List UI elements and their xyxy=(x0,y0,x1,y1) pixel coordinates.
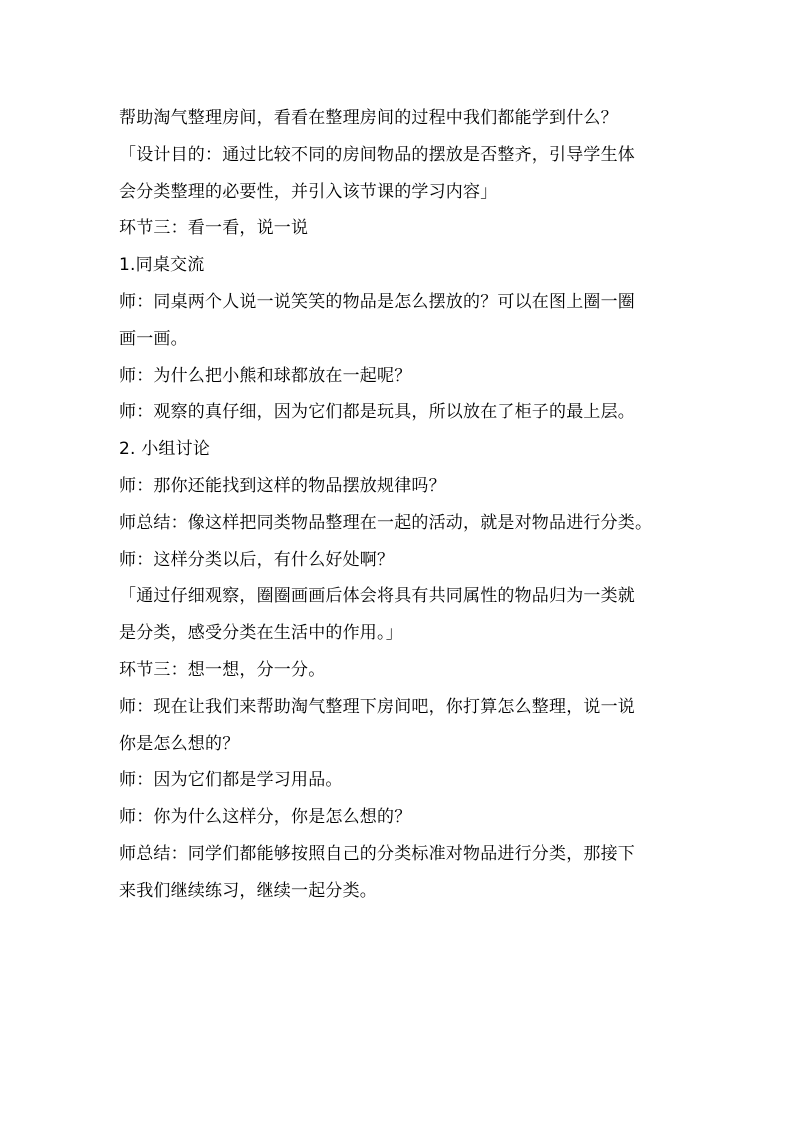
text-line: 是分类，感受分类在生活中的作用。」 xyxy=(119,623,403,644)
text-line: 画一画。 xyxy=(119,328,188,349)
text-line: 师：观察的真仔细，因为它们都是玩具，所以放在了柜子的最上层。 xyxy=(119,402,635,423)
text-line: 师：现在让我们来帮助淘气整理下房间吧，你打算怎么整理，说一说 xyxy=(119,696,635,717)
text-line: 师总结：同学们都能够按照自己的分类标准对物品进行分类，那接下 xyxy=(119,843,635,864)
subsection-heading: 1.同桌交流 xyxy=(119,255,205,276)
document-body xyxy=(119,100,694,910)
section-heading: 环节三：想一想，分一分。 xyxy=(119,659,326,680)
text-line: 会分类整理的必要性，并引入该节课的学习内容」 xyxy=(119,181,498,202)
text-line: 「设计目的：通过比较不同的房间物品的摆放是否整齐，引导学生体 xyxy=(119,144,635,165)
text-line: 来我们继续练习，继续一起分类。 xyxy=(119,880,377,901)
text-line: 「通过仔细观察，圈圈画画后体会将具有共同属性的物品归为一类就 xyxy=(119,586,635,607)
section-heading: 环节三：看一看，说一说 xyxy=(119,218,309,239)
text-line: 师：那你还能找到这样的物品摆放规律吗？ xyxy=(119,475,446,496)
text-line: 师总结：像这样把同类物品整理在一起的活动，就是对物品进行分类。 xyxy=(119,512,653,533)
text-line: 师：因为它们都是学习用品。 xyxy=(119,770,343,791)
text-line: 帮助淘气整理房间，看看在整理房间的过程中我们都能学到什么？ xyxy=(119,108,618,128)
subsection-heading: 2. 小组讨论 xyxy=(119,439,211,460)
text-line: 师：为什么把小熊和球都放在一起呢？ xyxy=(119,365,412,386)
text-line: 师：同桌两个人说一说笑笑的物品是怎么摆放的？可以在图上圈一圈 xyxy=(119,291,635,312)
text-line: 你是怎么想的？ xyxy=(119,733,240,754)
text-line: 师：你为什么这样分，你是怎么想的？ xyxy=(119,807,412,828)
text-line: 师：这样分类以后，有什么好处啊？ xyxy=(119,549,395,570)
